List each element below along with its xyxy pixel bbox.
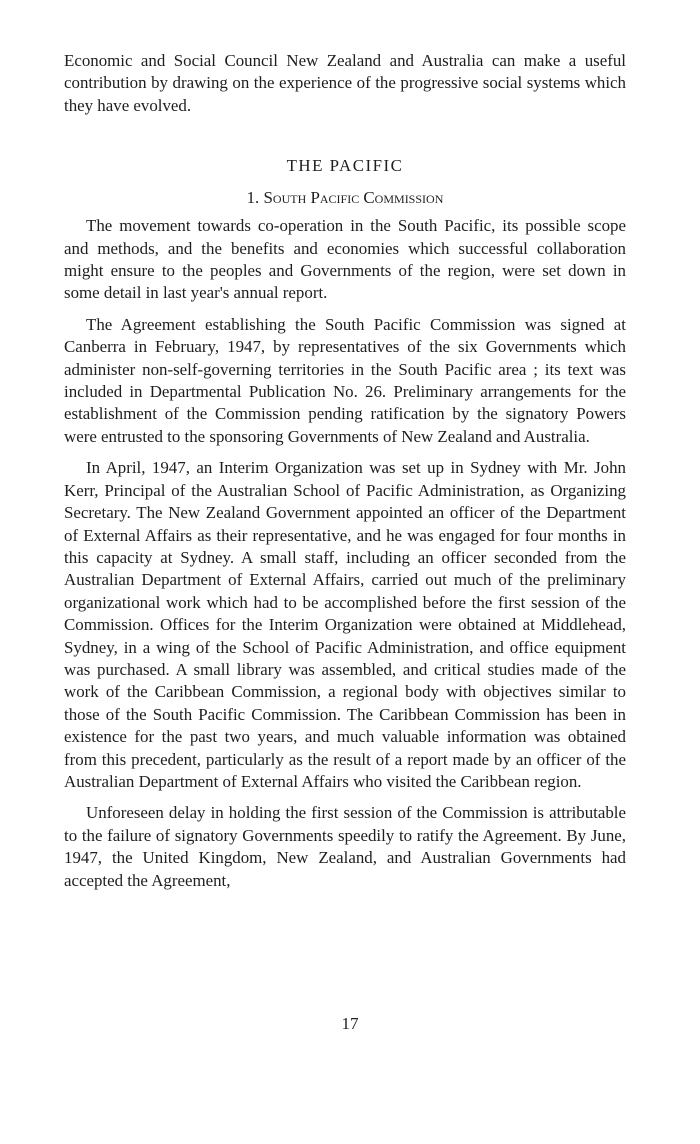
subsection-title: South Pacific Commission (263, 188, 444, 208)
page-number: 17 (341, 1014, 359, 1033)
body-paragraph: In April, 1947, an Interim Organization was set up in Sydney with Mr. John Kerr, Principal of the Australian School of Pacific Administration, as Organizing Secretary. The New Zealand Government appointed an officer of the Department of External Affairs as their representative, and he was engaged for four months in this capacity at Sydney. A small staff, including an officer seconded from the Australian Department of External Affairs, carried out much of the preliminary organizational work which had to be accomplished before the first session of the Commission. Offices for the Interim Organization were obtained at Middlehead, Sydney, in a wing of the School of Pacific Administration, and office equipment was purchased. A small library was assembled, and critical studies made of the work of the Caribbean Commission, a regional body with objectives similar to those of the South Pacific Commission. The Caribbean Commission has been in existence for the past two years, and much valuable information was obtained from this precedent, particularly as the result of a report made by an officer of the Australian Department of External Affairs who visited the Caribbean region. (64, 458, 626, 791)
body-paragraph: Unforeseen delay in holding the first session of the Commission is attributable to the failure of signatory Governments speedily to ratify the Agreement. By June, 1947, the United Kingdom, New Zealand, and Australian Governments had accepted the Agreement, (64, 803, 626, 890)
intro-paragraph: Economic and Social Council New Zealand and Australia can make a useful contribution by drawing on the experience of the progressive social systems which they have evolved. (64, 51, 626, 115)
document-page (64, 50, 626, 892)
body-paragraph: The Agreement establishing the South Pacific Commission was signed at Canberra in February, 1947, by representatives of the six Governments which administer non-self-governing territories in the South Pacific area ; its text was included in Departmental Publication No. 26. Preliminary arrangements for the establishment of the Commission pending ratification by the signatory Powers were entrusted to the sponsoring Governments of New Zealand and Australia. (64, 314, 626, 446)
body-paragraph: The movement towards co-operation in the South Pacific, its possible scope and methods, and the benefits and economies which successful collaboration might ensure to the peoples and Governments of the region, were set down in some detail in last year's annual report. (64, 216, 626, 303)
subsection-number: 1. (246, 188, 260, 208)
subsection-heading (64, 187, 626, 209)
section-title: THE PACIFIC (286, 156, 404, 176)
